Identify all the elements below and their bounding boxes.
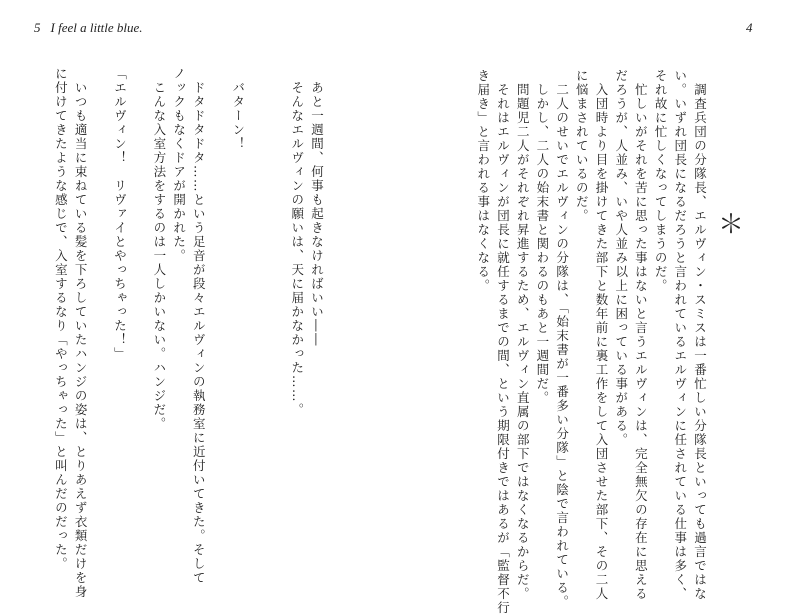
text-line: 二人のせいでエルヴィンの分隊は、「始末書が一番多い分隊」と陰で言われている。 xyxy=(554,69,570,609)
text-line: それ故に忙しくなってしまうのだ。 xyxy=(653,69,669,293)
text-line: ノックもなくドアが開かれた。 xyxy=(171,67,187,263)
text-line: 入団時より目を掛けてきた部下と数年前に裏工作をして入団させた部下、その二人 xyxy=(594,69,609,601)
text-line: それはエルヴィンが団長に就任するまでの間、という期限付きではあるが「監督不行 xyxy=(495,69,511,615)
right-page-number: 4 xyxy=(746,20,753,35)
text-line: いつも適当に束ねている髪を下ろしていたハンジの姿は、とりあえず衣類だけを身 xyxy=(73,67,89,599)
left-page-header xyxy=(34,20,143,36)
text-line: ドタドタドタ……という足音が段々エルヴィンの執務室に近付いてきた。そして xyxy=(191,67,207,585)
section-mark: ＊ xyxy=(718,210,745,240)
left-page-running-title: I feel a little blue. xyxy=(50,20,143,35)
left-page-number: 5 xyxy=(34,20,41,35)
text-line: あと一週間、何事も起きなければいい―― xyxy=(309,67,325,347)
text-line: だろうが、人並み、いや人並み以上に困っている事がある。 xyxy=(613,69,629,447)
text-line: 忙しいがそれを苦に思った事はないと言うエルヴィンは、完全無欠の存在に思える xyxy=(633,69,649,601)
text-line: 調査兵団の分隊長、エルヴィン・スミスは一番忙しい分隊長といっても過言ではな xyxy=(692,69,708,601)
text-line: そんなエルヴィンの願いは、天に届かなかった……。 xyxy=(289,67,305,417)
text-line: き届き」と言われる事はなくなる。 xyxy=(475,69,491,293)
text-line: い。いずれ団長になるだろうと言われているエルヴィンに任されている仕事は多く、 xyxy=(672,69,688,601)
text-line: バターン！ xyxy=(230,67,246,151)
text-line: に悩まされているのだ。 xyxy=(574,69,590,223)
text-line: しかし、二人の始末書と関わるのもあと一週間だ。 xyxy=(534,69,550,405)
text-line: こんな入室方法をするのは一人しかいない。ハンジだ。 xyxy=(151,67,167,431)
text-line: 問題児二人がそれぞれ昇進するため、エルヴィン直属の部下ではなくなるからだ。 xyxy=(515,69,531,601)
text-line: 「エルヴィン！ リヴァイとやっちゃった！」 xyxy=(112,67,128,361)
text-line: に付けてきたような感じで、入室するなり「やっちゃった」と叫んだのだった。 xyxy=(53,67,69,571)
